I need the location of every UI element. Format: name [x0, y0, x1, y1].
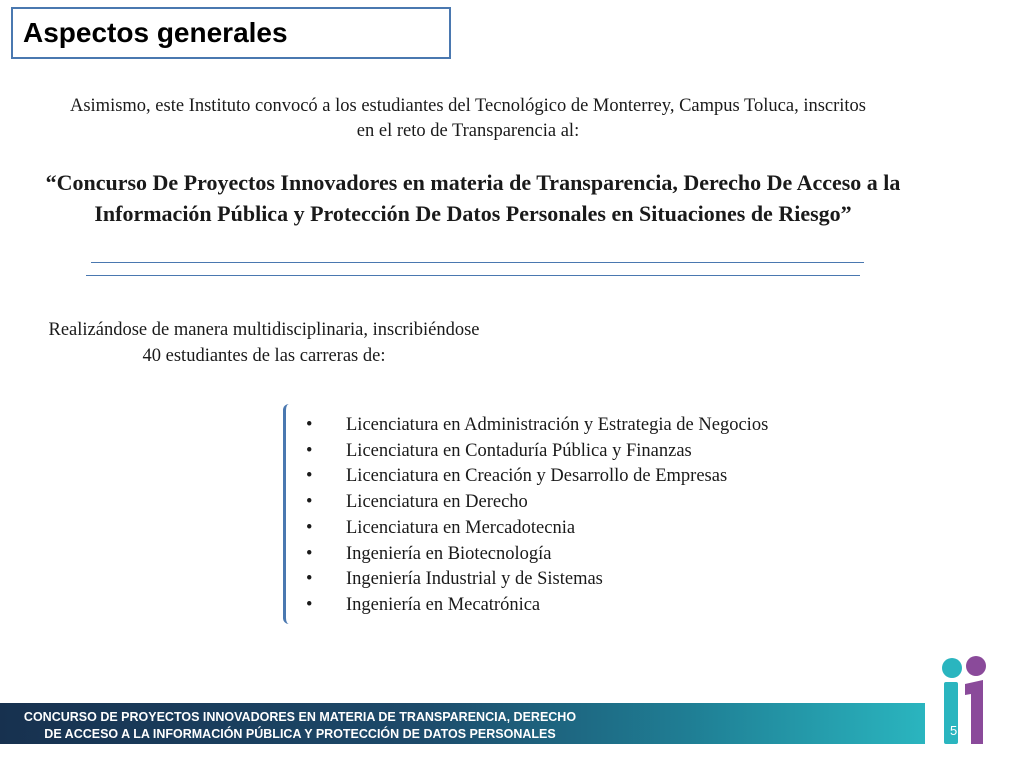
slide-title-box: [11, 7, 451, 59]
list-item: • Ingeniería en Biotecnología: [306, 542, 768, 568]
bullet-icon: •: [306, 466, 313, 487]
slide-title: Aspectos generales: [23, 17, 288, 48]
bullet-icon: •: [306, 543, 313, 564]
list-item: • Ingeniería Industrial y de Sistemas: [306, 567, 768, 593]
divider-line: [86, 275, 860, 276]
footer-line-1: CONCURSO DE PROYECTOS INNOVADORES EN MATERIA DE TRANSPARENCIA, DERECHO: [23, 710, 577, 724]
bullet-icon: •: [306, 569, 313, 590]
list-bracket: [283, 404, 289, 624]
footer-caption: [10, 709, 590, 743]
intro-paragraph: Asimismo, este Instituto convocó a los estudiantes del Tecnológico de Monterrey, Campus Toluca, inscritos en el reto de Transparencia al:: [69, 96, 867, 141]
bullet-icon: •: [306, 594, 313, 615]
list-item: • Licenciatura en Contaduría Pública y Finanzas: [306, 439, 768, 465]
bullet-icon: •: [306, 440, 313, 461]
careers-list: [306, 413, 768, 619]
bullet-icon: •: [306, 415, 313, 435]
list-item: • Licenciatura en Mercadotecnia: [306, 516, 768, 542]
list-item: • Licenciatura en Derecho: [306, 490, 768, 516]
footer-line-2: DE ACCESO A LA INFORMACIÓN PÚBLICA Y PROTECCIÓN DE DATOS PERSONALES: [44, 727, 556, 741]
bullet-icon: •: [306, 492, 313, 513]
divider-line: [91, 262, 864, 263]
contest-name: “Concurso De Proyectos Innovadores en materia de Transparencia, Derecho De Acceso a la Información Pública y Protección De Datos Personales en Situaciones de Riesgo”: [45, 170, 901, 226]
realization-paragraph: Realizándose de manera multidisciplinaria, inscribiéndose 40 estudiantes de las carreras de:: [48, 320, 480, 366]
page-number: 5: [950, 723, 958, 738]
infoem-logo-icon: [935, 650, 995, 750]
footer-bar: [0, 703, 925, 744]
bullet-icon: •: [306, 517, 313, 538]
list-item: • Licenciatura en Creación y Desarrollo de Empresas: [306, 464, 768, 490]
list-item: • Licenciatura en Administración y Estrategia de Negocios: [306, 413, 768, 439]
list-item: • Ingeniería en Mecatrónica: [306, 593, 768, 619]
